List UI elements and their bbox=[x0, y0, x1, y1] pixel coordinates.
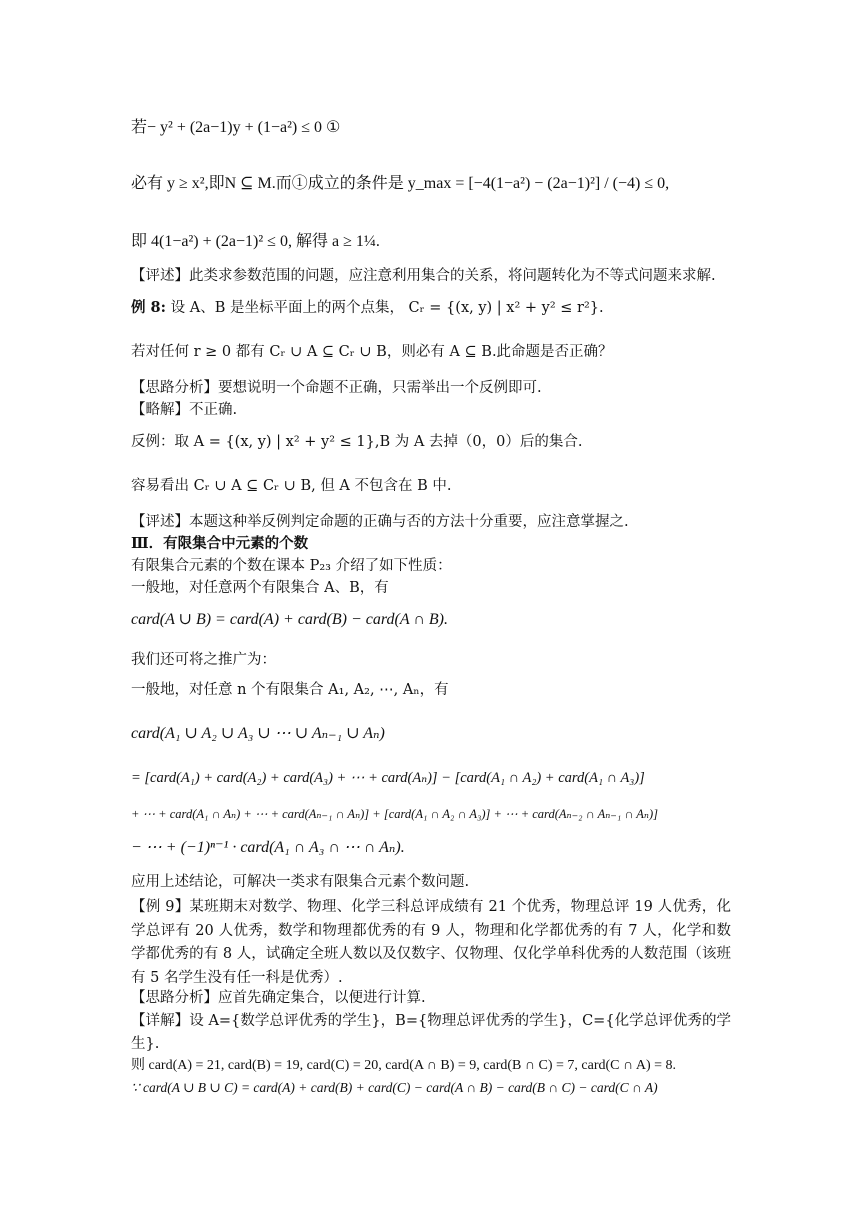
solution-line: 即 4(1−a²) + (2a−1)² ≤ 0, 解得 a ≥ 1¼. bbox=[131, 233, 380, 250]
n-set-formula-1: card(A₁ ∪ A₂ ∪ A₃ ∪ ⋯ ∪ Aₙ₋₁ ∪ Aₙ) bbox=[131, 725, 385, 742]
union-formula: ∵ card(A ∪ B ∪ C) = card(A) + card(B) + card(C) − card(A ∩ B) − card(B ∩ C) − card(C ∩ A) bbox=[131, 1080, 658, 1095]
counterexample: 反例：取 A = {(x, y) | x² + y² ≤ 1},B 为 A 去掉（0，0）后的集合. bbox=[131, 434, 583, 450]
comment-2: 【评述】本题这种举反例判定命题的正确与否的方法十分重要，应注意掌握之. bbox=[131, 514, 629, 530]
analysis-8: 【思路分析】要想说明一个命题不正确，只需举出一个反例即可. bbox=[131, 380, 542, 396]
n-set-intro: 一般地，对任意 n 个有限集合 A₁, A₂, ⋯, Aₙ，有 bbox=[131, 682, 449, 698]
two-set-formula: card(A ∪ B) = card(A) + card(B) − card(A ∩ B). bbox=[131, 611, 448, 628]
brief-solution-8: 【略解】不正确. bbox=[131, 402, 238, 418]
example-8-text: 设 A、B 是坐标平面上的两个点集， Cᵣ = {(x, y) | x² + y² ≤ r²}. bbox=[170, 300, 604, 316]
analysis-9: 【思路分析】应首先确定集合，以便进行计算. bbox=[131, 990, 426, 1006]
card-values: 则 card(A) = 21, card(B) = 19, card(C) = 20, card(A ∩ B) = 9, card(B ∩ C) = 7, card(C ∩ A) = 8. bbox=[131, 1058, 677, 1073]
detail-9: 【详解】设 A={数学总评优秀的学生}，B={物理总评优秀的学生}，C={化学总评优秀的学生}. bbox=[131, 1013, 731, 1052]
property-intro: 有限集合元素的个数在课本 P₂₃ 介绍了如下性质： bbox=[131, 558, 452, 574]
inequality-1: 若− y² + (2a−1)y + (1−a²) ≤ 0 ① bbox=[131, 119, 341, 136]
apply-note: 应用上述结论，可解决一类求有限集合元素个数问题. bbox=[131, 874, 470, 890]
n-set-formula-2: = [card(A₁) + card(A₂) + card(A₃) + ⋯ + card(Aₙ)] − [card(A₁ ∩ A₂) + card(A₁ ∩ A₃)] bbox=[131, 770, 645, 786]
section-heading: Ⅲ．有限集合中元素的个数 bbox=[131, 535, 309, 552]
example-8-label: 例 8: bbox=[131, 299, 166, 316]
condition-line: 必有 y ≥ x²,即N ⊆ M.而①成立的条件是 y_max = [−4(1−a²) − (2a−1)²] / (−4) ≤ 0, bbox=[131, 175, 670, 192]
generalize-intro: 我们还可将之推广为： bbox=[131, 652, 276, 668]
example-8 bbox=[131, 298, 604, 318]
example-8-question: 若对任何 r ≥ 0 都有 Cᵣ ∪ A ⊆ Cᵣ ∪ B，则必有 A ⊆ B.此命题是否正确？ bbox=[131, 344, 613, 360]
comment-1: 【评述】此类求参数范围的问题，应注意利用集合的关系，将问题转化为不等式问题来求解. bbox=[131, 268, 716, 284]
conclusion-8: 容易看出 Cᵣ ∪ A ⊆ Cᵣ ∪ B, 但 A 不包含在 B 中. bbox=[131, 478, 452, 494]
example-9: 【例 9】某班期末对数学、物理、化学三科总评成绩有 21 个优秀，物理总评 19 人优秀，化学总评有 20 人优秀，数学和物理都优秀的有 9 人，物理和化学都优秀的有 7 人，化学和数学都优秀的有 8 人，试确定全班人数以及仅数字、仅物理、仅化学单科优秀的人数范围（该班有 5 名学生没有任一科是优秀）. bbox=[131, 899, 731, 986]
two-set-intro: 一般地，对任意两个有限集合 A、B，有 bbox=[131, 580, 389, 596]
n-set-formula-3: + ⋯ + card(A₁ ∩ Aₙ) + ⋯ + card(Aₙ₋₁ ∩ Aₙ)] + [card(A₁ ∩ A₂ ∩ A₃)] + ⋯ + card(Aₙ₋₂ ∩ Aₙ₋₁ ∩ Aₙ)] bbox=[131, 807, 658, 821]
n-set-formula-4: − ⋯ + (−1)ⁿ⁻¹ · card(A₁ ∩ A₃ ∩ ⋯ ∩ Aₙ). bbox=[131, 839, 405, 856]
